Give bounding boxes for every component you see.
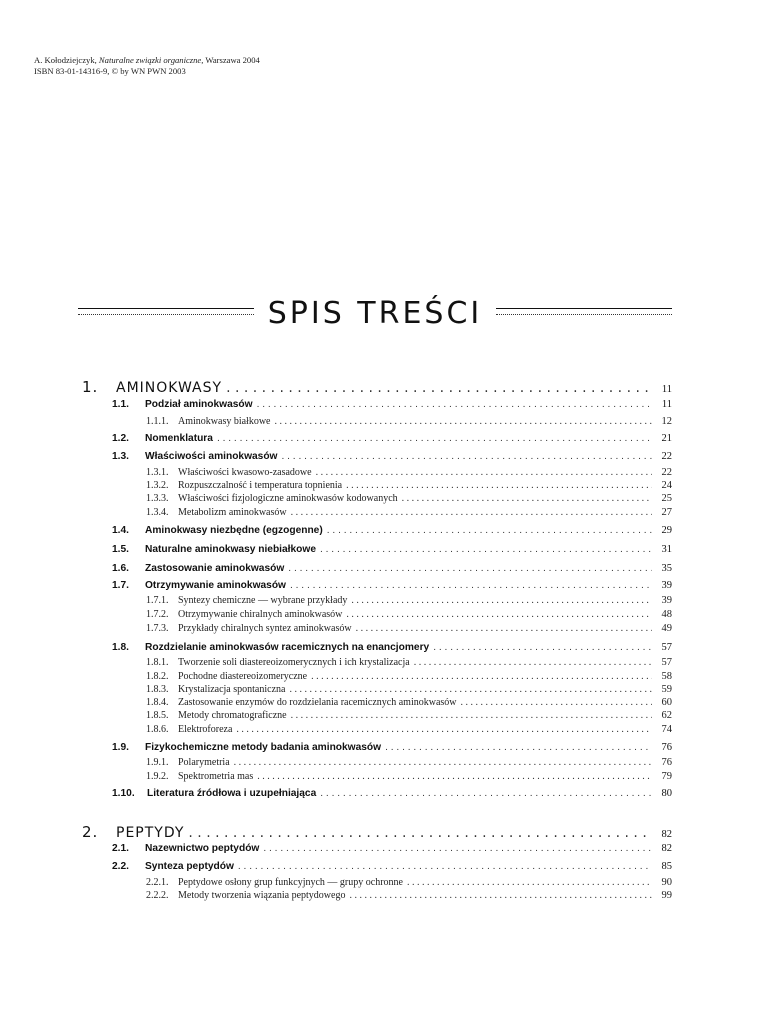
toc-entry-label: PEPTYDY [116, 825, 185, 841]
toc-entry-label: Elektroforeza [178, 724, 233, 735]
page-title: SPIS TREŚCI [267, 296, 483, 331]
toc-entry-number: 1.4. [112, 525, 129, 536]
toc-entry-number: 2. [82, 823, 99, 841]
toc-entry-page: 80 [661, 788, 672, 799]
toc-entry-label: Pochodne diastereoizomeryczne [178, 671, 308, 682]
toc-entry-page: 39 [661, 580, 672, 591]
toc-entry-label: Aminokwasy niezbędne (egzogenne) [145, 525, 323, 536]
toc-entry[interactable] [82, 823, 672, 841]
toc-entry-number: 2.2.2. [146, 890, 169, 901]
toc-entry-number: 1.8.1. [146, 657, 169, 668]
toc-entry-page: 79 [661, 771, 672, 782]
toc-entry-page: 85 [661, 861, 672, 872]
toc-entry-page: 22 [661, 451, 672, 462]
toc-entry[interactable] [112, 843, 672, 854]
toc-entry[interactable] [112, 525, 672, 536]
toc-entry-label: Tworzenie soli diastereoizomerycznych i ich krystalizacja [178, 657, 410, 668]
toc-dot-leader [351, 595, 652, 606]
toc-dot-leader [236, 724, 652, 735]
toc-entry-number: 1.7.3. [146, 623, 169, 634]
toc-entry[interactable] [112, 433, 672, 444]
toc-entry-number: 1.3.2. [146, 480, 169, 491]
toc-entry-number: 1.8.3. [146, 684, 169, 695]
toc-entry-number: 1.9. [112, 742, 129, 753]
toc-entry[interactable] [112, 580, 672, 591]
toc-entry-label: Właściwości kwasowo-zasadowe [178, 467, 312, 478]
toc-entry-page: 25 [661, 493, 672, 504]
toc-entry-label: Syntezy chemiczne — wybrane przykłady [178, 595, 348, 606]
header-line-1: A. Kołodziejczyk, Naturalne związki organiczne, Warszawa 2004 [34, 55, 260, 65]
toc-entry-page: 48 [661, 609, 672, 620]
toc-entry[interactable] [146, 507, 672, 518]
toc-entry[interactable] [146, 757, 672, 768]
toc-entry-page: 24 [661, 480, 672, 491]
toc-dot-leader [291, 507, 652, 518]
toc-dot-leader [346, 609, 652, 620]
toc-entry-number: 1.5. [112, 544, 129, 555]
toc-entry-label: Rozdzielanie aminokwasów racemicznych na enancjomery [145, 642, 430, 653]
toc-entry-label: Metody chromatograficzne [178, 710, 287, 721]
toc-entry-number: 2.2.1. [146, 877, 169, 888]
toc-dot-leader [257, 399, 652, 410]
toc-entry-page: 11 [661, 399, 672, 410]
toc-dot-leader [349, 890, 652, 901]
toc-entry-label: Otrzymywanie chiralnych aminokwasów [178, 609, 343, 620]
toc-entry[interactable] [146, 710, 672, 721]
toc-dot-leader [461, 697, 652, 708]
toc-entry-number: 1. [82, 378, 99, 396]
toc-entry-page: 60 [661, 697, 672, 708]
toc-entry-number: 1.8.6. [146, 724, 169, 735]
toc-entry[interactable] [112, 399, 672, 410]
toc-dot-leader [385, 742, 652, 753]
toc-dot-leader [414, 657, 652, 668]
toc-dot-leader [320, 788, 652, 799]
title-rule-right [496, 308, 672, 315]
toc-dot-leader [288, 563, 652, 574]
toc-entry-label: Rozpuszczalność i temperatura topnienia [178, 480, 343, 491]
toc-entry[interactable] [146, 657, 672, 668]
toc-entry-number: 1.9.1. [146, 757, 169, 768]
toc-entry[interactable] [82, 378, 672, 396]
toc-entry-number: 2.2. [112, 861, 129, 872]
copyright-header [34, 55, 260, 77]
title-block [78, 292, 672, 340]
toc-dot-leader [316, 467, 652, 478]
toc-entry[interactable] [146, 623, 672, 634]
toc-entry-page: 49 [661, 623, 672, 634]
toc-entry-label: Właściwości fizjologiczne aminokwasów kodowanych [178, 493, 398, 504]
toc-entry-page: 82 [661, 843, 672, 854]
toc-entry-page: 58 [661, 671, 672, 682]
toc-entry-number: 1.8. [112, 642, 129, 653]
toc-entry-number: 1.3. [112, 451, 129, 462]
toc-entry-number: 1.7.2. [146, 609, 169, 620]
toc-entry-label: Polarymetria [178, 757, 230, 768]
header-line-2: ISBN 83-01-14316-9, © by WN PWN 2003 [34, 66, 186, 76]
toc-entry-label: Aminokwasy białkowe [178, 416, 271, 427]
toc-dot-leader [217, 433, 652, 444]
toc-entry-label: Nomenklatura [145, 433, 213, 444]
toc-entry-label: Podział aminokwasów [145, 399, 253, 410]
toc-entry-page: 31 [661, 544, 672, 555]
toc-entry[interactable] [112, 861, 672, 872]
toc-entry-number: 1.1. [112, 399, 129, 410]
toc-entry-label: Synteza peptydów [145, 861, 234, 872]
toc-entry[interactable] [146, 771, 672, 782]
toc-entry-label: Literatura źródłowa i uzupełniająca [147, 788, 317, 799]
toc-entry-page: 39 [661, 595, 672, 606]
toc-entry[interactable] [112, 544, 672, 555]
toc-entry-number: 1.10. [112, 788, 135, 799]
toc-entry-number: 1.3.1. [146, 467, 169, 478]
toc-dot-leader [238, 861, 652, 872]
toc-dot-leader [290, 580, 652, 591]
toc-dot-leader [226, 380, 652, 396]
toc-entry-page: 82 [661, 829, 672, 840]
toc-entry-number: 1.8.4. [146, 697, 169, 708]
toc-entry-number: 1.9.2. [146, 771, 169, 782]
toc-entry-label: Naturalne aminokwasy niebiałkowe [145, 544, 316, 555]
toc-entry[interactable] [146, 890, 672, 901]
toc-entry[interactable] [146, 493, 672, 504]
toc-entry[interactable] [146, 671, 672, 682]
toc-entry[interactable] [146, 480, 672, 491]
toc-entry-label: Zastosowanie aminokwasów [145, 563, 285, 574]
toc-entry[interactable] [112, 642, 672, 653]
toc-entry[interactable] [146, 595, 672, 606]
toc-entry-label: Otrzymywanie aminokwasów [145, 580, 286, 591]
toc-entry-page: 11 [661, 384, 672, 395]
toc-dot-leader [356, 623, 652, 634]
toc-entry-page: 29 [661, 525, 672, 536]
toc-entry-page: 57 [661, 642, 672, 653]
toc-entry[interactable] [112, 451, 672, 462]
toc-dot-leader [188, 825, 652, 841]
toc-dot-leader [311, 671, 652, 682]
toc-entry-page: 76 [661, 757, 672, 768]
toc-entry[interactable] [146, 467, 672, 478]
toc-dot-leader [291, 710, 652, 721]
toc-dot-leader [327, 525, 652, 536]
toc-dot-leader [257, 771, 652, 782]
toc-entry-label: Zastosowanie enzymów do rozdzielania racemicznych aminokwasów [178, 697, 457, 708]
toc-entry-page: 22 [661, 467, 672, 478]
toc-entry[interactable] [146, 416, 672, 427]
toc-entry-label: Metabolizm aminokwasów [178, 507, 287, 518]
toc-dot-leader [234, 757, 652, 768]
toc-entry[interactable] [146, 609, 672, 620]
toc-entry-page: 90 [661, 877, 672, 888]
toc-entry-number: 1.8.2. [146, 671, 169, 682]
toc-dot-leader [263, 843, 652, 854]
toc-entry-label: Fizykochemiczne metody badania aminokwasów [145, 742, 382, 753]
toc-entry[interactable] [112, 742, 672, 753]
toc-entry-page: 59 [661, 684, 672, 695]
toc-entry-label: Krystalizacja spontaniczna [178, 684, 286, 695]
toc-entry[interactable] [146, 684, 672, 695]
toc-dot-leader [289, 684, 652, 695]
toc-dot-leader [346, 480, 652, 491]
toc-entry-page: 76 [661, 742, 672, 753]
toc-entry-number: 2.1. [112, 843, 129, 854]
toc-entry-page: 21 [661, 433, 672, 444]
toc-entry-page: 99 [661, 890, 672, 901]
toc-entry-number: 1.3.3. [146, 493, 169, 504]
toc-entry-page: 74 [661, 724, 672, 735]
toc-entry[interactable] [146, 877, 672, 888]
toc-entry-number: 1.6. [112, 563, 129, 574]
toc-entry-page: 35 [661, 563, 672, 574]
toc-entry-number: 1.1.1. [146, 416, 169, 427]
toc-dot-leader [402, 493, 652, 504]
toc-entry-page: 62 [661, 710, 672, 721]
toc-entry-number: 1.3.4. [146, 507, 169, 518]
toc-entry[interactable] [146, 697, 672, 708]
toc-entry-label: Peptydowe osłony grup funkcyjnych — grupy ochronne [178, 877, 403, 888]
toc-dot-leader [320, 544, 652, 555]
toc-dot-leader [281, 451, 652, 462]
toc-entry-page: 27 [661, 507, 672, 518]
toc-entry-label: Przykłady chiralnych syntez aminokwasów [178, 623, 352, 634]
toc-entry-label: Właściwości aminokwasów [145, 451, 278, 462]
toc-entry[interactable] [112, 788, 672, 799]
toc-entry-number: 1.2. [112, 433, 129, 444]
toc-entry-label: AMINOKWASY [116, 380, 223, 396]
toc-entry-number: 1.7.1. [146, 595, 169, 606]
toc-entry-number: 1.8.5. [146, 710, 169, 721]
toc-entry-page: 57 [661, 657, 672, 668]
toc-entry[interactable] [146, 724, 672, 735]
toc-entry[interactable] [112, 563, 672, 574]
toc-entry-label: Spektrometria mas [178, 771, 254, 782]
toc-entry-number: 1.7. [112, 580, 129, 591]
toc-entry-label: Metody tworzenia wiązania peptydowego [178, 890, 346, 901]
toc-entry-label: Nazewnictwo peptydów [145, 843, 260, 854]
toc-dot-leader [407, 877, 652, 888]
toc-dot-leader [433, 642, 652, 653]
toc-entry-page: 12 [661, 416, 672, 427]
toc-dot-leader [275, 416, 653, 427]
